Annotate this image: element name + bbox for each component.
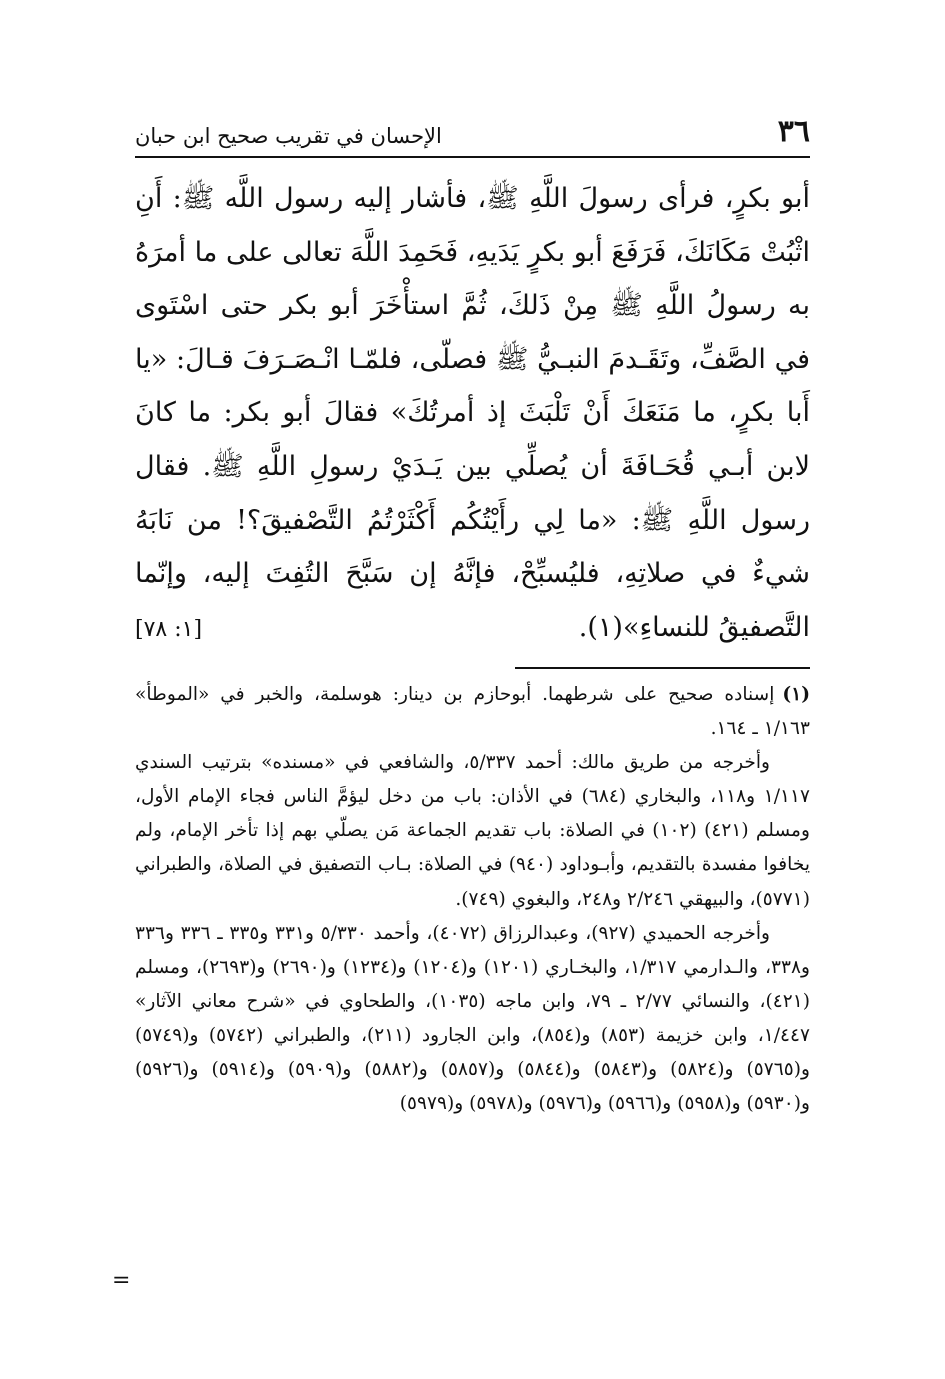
page-number: ٣٦ xyxy=(777,114,810,149)
continuation-mark: = xyxy=(112,1268,131,1293)
footnote-text-1: إسناده صحيح على شرطهما. أبوحازم بن دينار: هوسلمة، والخبر في «الموطأ» ١/١٦٣ ـ ١٦٤. xyxy=(135,684,810,740)
header-divider xyxy=(135,156,810,158)
main-paragraph: أبو بكرٍ، فرأى رسولَ اللَّهِ ﷺ، فأشار إليه رسول اللَّه ﷺ: أَنِ اثْبُتْ مَكَانَكَ، فَرَفَعَ أبو بكرٍ يَدَيهِ، فَحَمِدَ اللَّهَ تعالى على ما أمرَهُ به رسولُ اللَّهِ ﷺ مِنْ ذَلكَ، ثُمَّ استأْخَرَ أبو بكر حتى اسْتَوى في الصَّفِّ، وتَقَـدمَ النبـيُّ ﷺ فصلّى، فلمّـا انْـصَـرَفَ قـالَ: «يا أَبا بكرٍ، ما مَنَعَكَ أَنْ تَلْبَثَ إذ أمرتُكَ» فقالَ أبو بكر: ما كانَ لابن أبـي قُحَـافَةَ أن يُصلِّي بين يَـدَيْ رسولِ اللَّهِ ﷺ. فقال رسول اللَّهِ ﷺ: «ما لِي رأَيْتُكُم أَكْثَرْتُمُ التَّصْفيقَ؟! من نَابَهُ شيءٌ في صلاتِهِ، فليُسبِّحْ، فإنَّهُ إن سَبَّحَ التُفِتَ إليه، وإنّما التَّصفيقُ للنساءِ»(١). xyxy=(135,183,810,643)
hadith-text xyxy=(135,172,810,654)
footnotes-section xyxy=(135,678,810,1121)
footnote-paragraph-1 xyxy=(135,678,810,746)
footnote-paragraph-2: وأخرجه من طريق مالك: أحمد ٥/٣٣٧، والشافعي في «مسنده» بترتيب السندي ١/١١٧ و١١٨، والبخاري (٦٨٤) في الأذان: باب من دخل ليؤمَّ الناس فجاء الإمام الأول، ومسلم (٤٢١) (١٠٢) في الصلاة: باب تقديم الجماعة مَن يصلّي بهم إذا تأخر الإمام، ولم يخافوا مفسدة بالتقديم، وأبـوداود (٩٤٠) في الصلاة: بـاب التصفيق في الصلاة، والطبراني (٥٧٧١)، والبيهقي ٢/٢٤٦ و٢٤٨، والبغوي (٧٤٩). xyxy=(135,752,811,910)
footnote-marker: (١) xyxy=(782,684,810,705)
hadith-reference: [١: ٧٨] xyxy=(135,617,203,642)
footnote-divider xyxy=(515,667,810,669)
footnote-paragraph-3: وأخرجه الحميدي (٩٢٧)، وعبدالرزاق (٤٠٧٢)، وأحمد ٥/٣٣٠ و٣٣١ و٣٣٥ ـ ٣٣٦ و٣٣٦ و٣٣٨، والـدارمي ١/٣١٧، والبخـاري (١٢٠١) و(١٢٠٤) و(١٢٣٤) و(٢٦٩٠) و(٢٦٩٣)، ومسلم (٤٢١)، والنسائي ٢/٧٧ ـ ٧٩، وابن ماجه (١٠٣٥)، والطحاوي في «شرح معاني الآثار» ١/٤٤٧، وابن خزيمة (٨٥٣) و(٨٥٤)، وابن الجارود (٢١١)، والطبراني (٥٧٤٢) و(٥٧٤٩) و(٥٧٦٥) و(٥٨٢٤) و(٥٨٤٣) و(٥٨٤٤) و(٥٨٥٧) و(٥٨٨٢) و(٥٩٠٩) و(٥٩١٤) و(٥٩٢٦) و(٥٩٣٠) و(٥٩٥٨) و(٥٩٦٦) و(٥٩٧٦) و(٥٩٧٨) و(٥٩٧٩) xyxy=(135,922,811,1115)
book-title: الإحسان في تقريب صحيح ابن حبان xyxy=(135,124,442,148)
page-header xyxy=(135,108,810,152)
